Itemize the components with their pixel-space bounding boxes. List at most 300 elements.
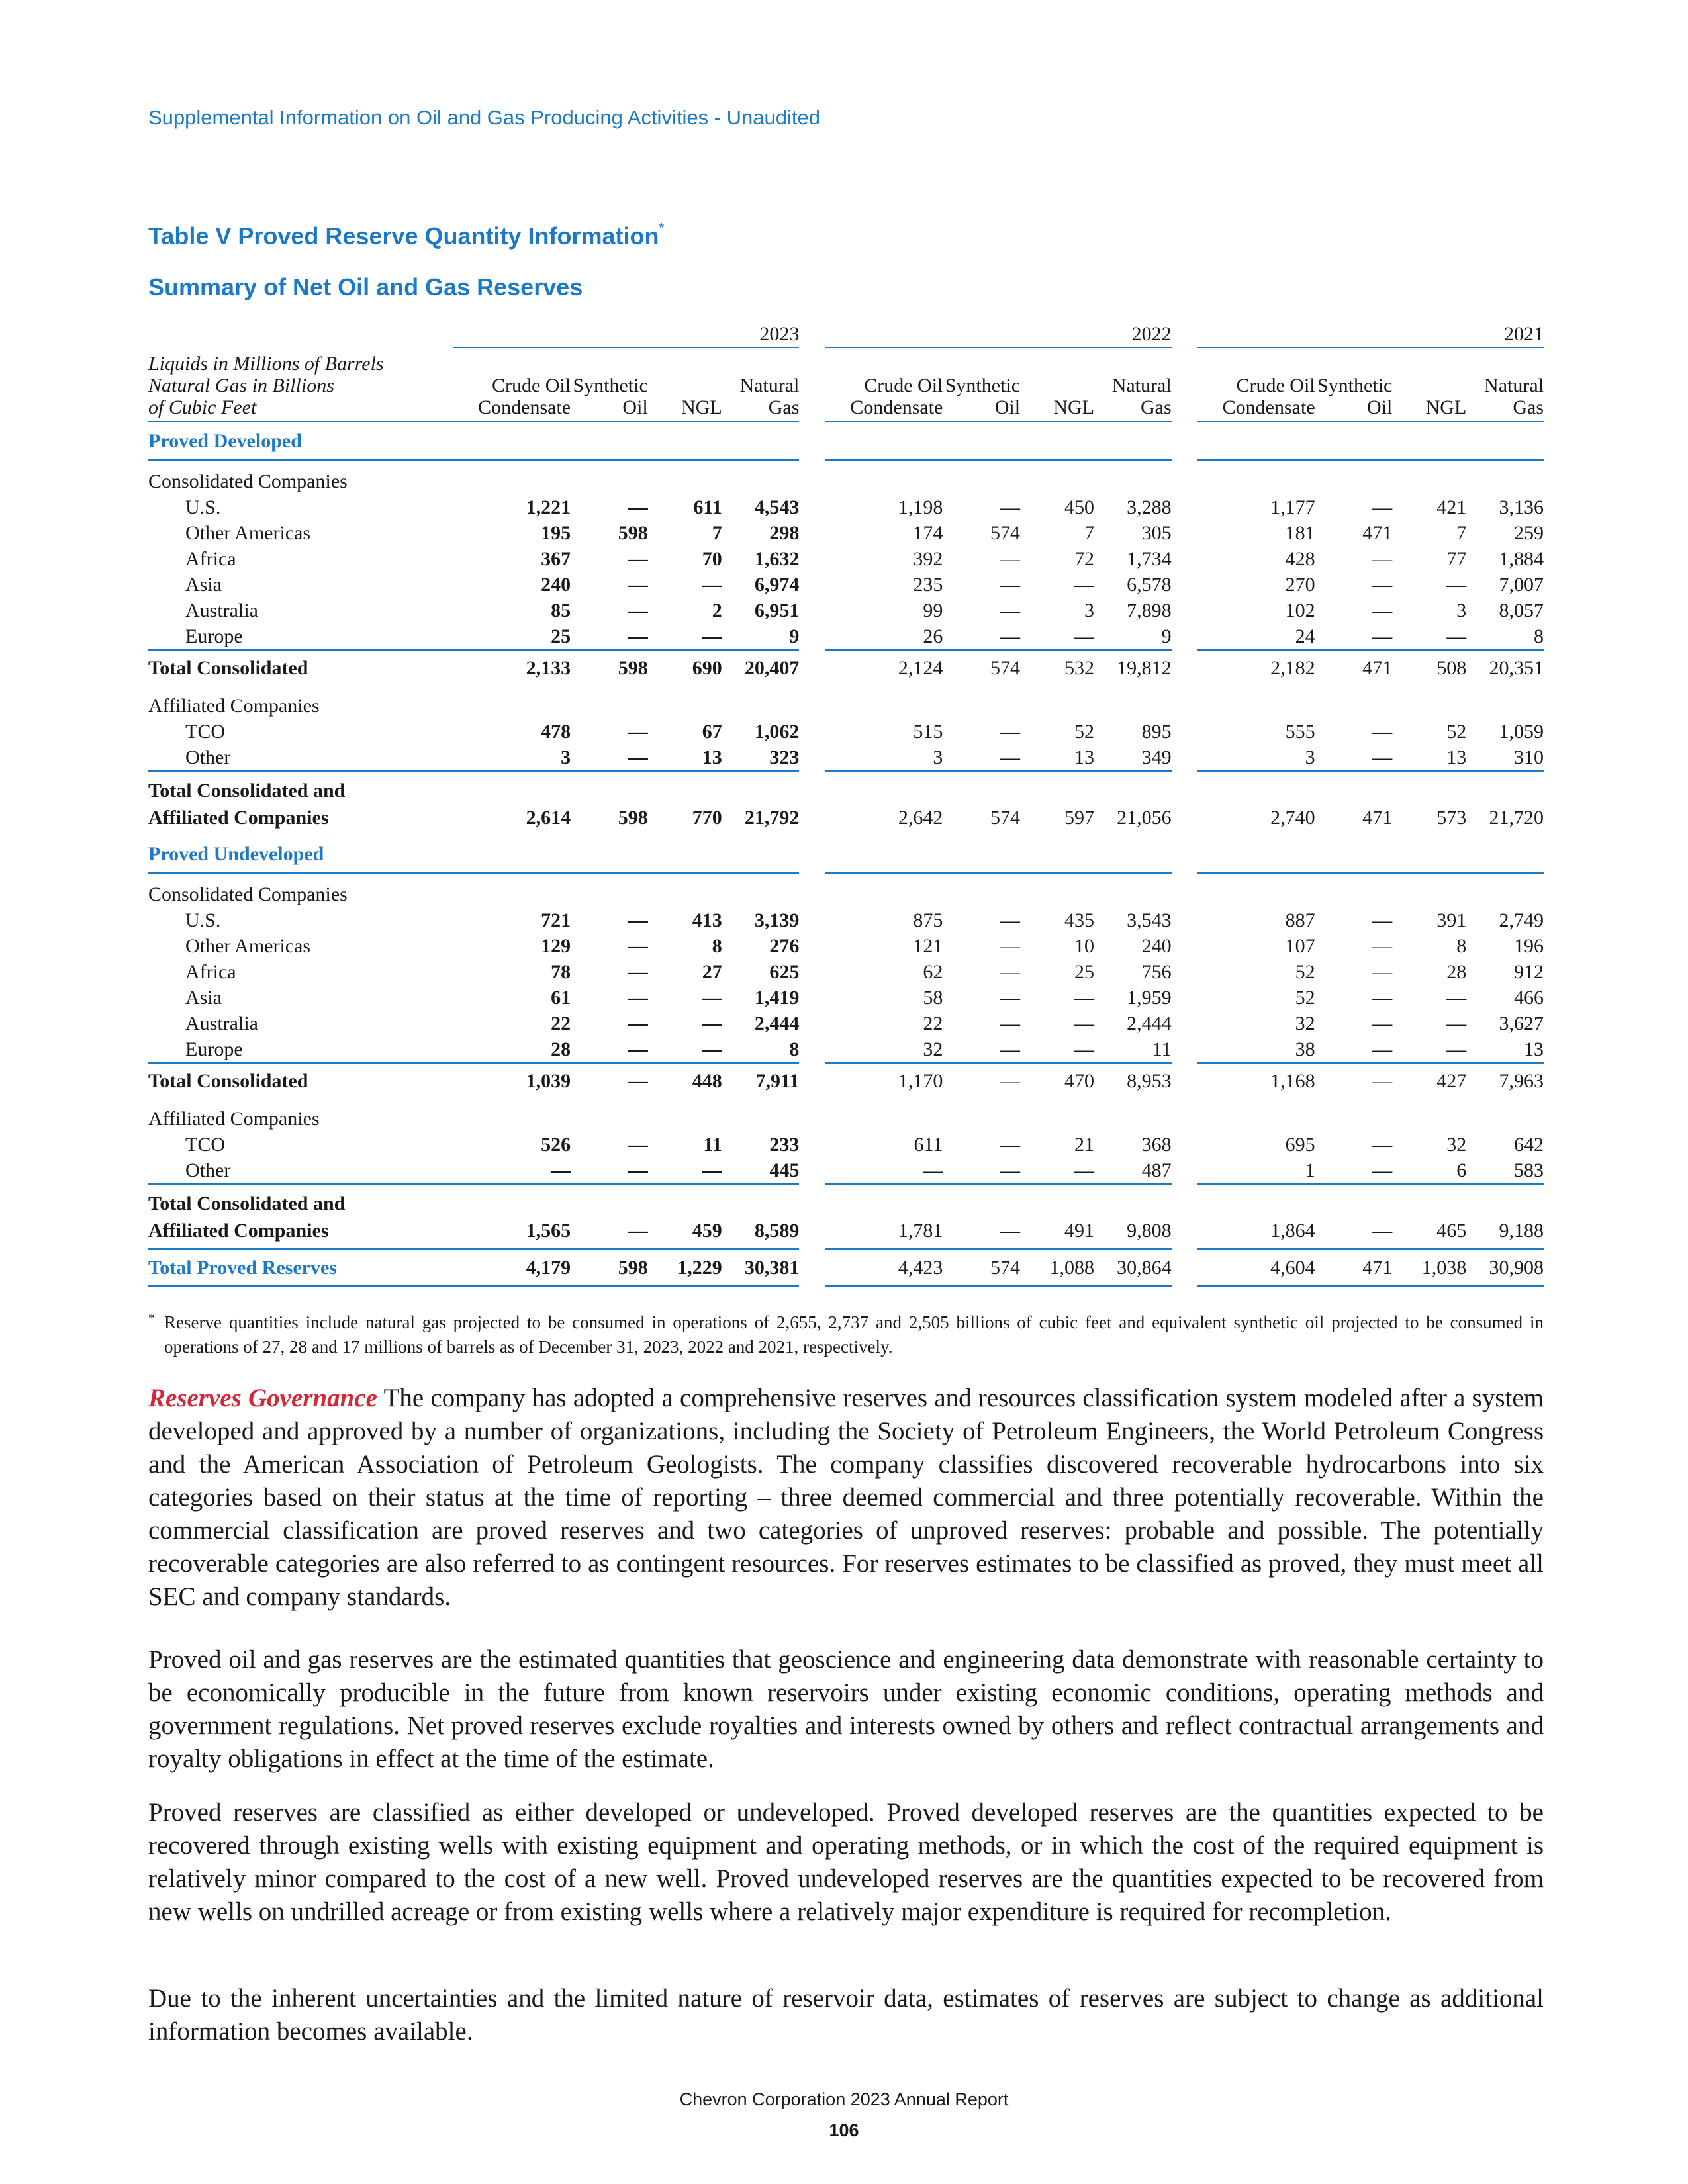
- cell-value: 1,959: [1127, 987, 1172, 1009]
- section-heading-row: [148, 422, 1544, 460]
- cell-value: 32: [1295, 1013, 1315, 1034]
- column-header-line2: Oil: [994, 396, 1021, 418]
- column-gap: [799, 347, 825, 422]
- table-title-text: Table V Proved Reserve Quantity Information: [148, 222, 659, 250]
- group-heading: Consolidated Companies: [148, 884, 348, 905]
- column-header: [1315, 347, 1393, 422]
- cell-value: 305: [1141, 522, 1172, 544]
- cell-value: 195: [541, 522, 571, 544]
- column-gap: [799, 907, 825, 933]
- cell-value: 52: [1295, 961, 1315, 983]
- cell-value: —: [1372, 496, 1393, 518]
- cell-value: 3: [561, 747, 571, 768]
- column-gap: [799, 598, 825, 623]
- table-row: [148, 745, 1544, 771]
- cell-value: 6: [1456, 1160, 1467, 1181]
- cell-value: —: [1000, 1134, 1021, 1156]
- cell-value: 1,038: [1392, 1249, 1466, 1286]
- cell-value: 9: [789, 625, 800, 647]
- cell-value: 435: [1064, 909, 1095, 931]
- cell-value: 508: [1392, 650, 1466, 685]
- cell-value: 448: [648, 1063, 722, 1098]
- cell-value: —: [1446, 1013, 1467, 1034]
- cell-value: 259: [1514, 522, 1544, 544]
- column-gap: [799, 316, 825, 347]
- cell-value: —: [702, 987, 722, 1009]
- table-subtitle: Summary of Net Oil and Gas Reserves: [148, 273, 583, 300]
- cell-value: 8,057: [1499, 600, 1544, 621]
- column-header-line1: Natural: [739, 375, 800, 396]
- cell-value: —: [1074, 1160, 1095, 1181]
- cell-value: 9,808: [1094, 1184, 1172, 1249]
- cell-value: 2,740: [1197, 771, 1315, 835]
- cell-value: 20,351: [1466, 650, 1544, 685]
- cell-value: 6,974: [754, 574, 800, 596]
- cell-value: 690: [648, 650, 722, 685]
- column-gap: [1172, 835, 1198, 873]
- cell-value: 3: [1084, 600, 1095, 621]
- cell-value: 77: [1446, 548, 1467, 570]
- column-gap: [1172, 520, 1198, 546]
- cell-value: —: [1074, 987, 1095, 1009]
- cell-value: 1,088: [1020, 1249, 1094, 1286]
- column-header-line2: NGL: [681, 396, 722, 418]
- cell-value: 3,543: [1127, 909, 1172, 931]
- cell-value: 174: [913, 522, 943, 544]
- cell-value: 1: [1305, 1160, 1315, 1181]
- cell-value: 515: [913, 721, 943, 743]
- cell-value: —: [702, 1013, 722, 1034]
- cell-value: 2,182: [1197, 650, 1315, 685]
- table-row: [148, 546, 1544, 572]
- cell-value: 574: [943, 771, 1020, 835]
- grand-total-label-line1: Total Consolidated and: [148, 780, 346, 801]
- cell-value: 107: [1285, 935, 1315, 957]
- column-gap: [799, 520, 825, 546]
- cell-value: —: [702, 1160, 722, 1181]
- cell-value: 2,444: [754, 1013, 800, 1034]
- cell-value: 583: [1514, 1160, 1544, 1181]
- cell-value: —: [1074, 1013, 1095, 1034]
- cell-value: 9: [1161, 625, 1172, 647]
- paragraph-developed-undeveloped: Proved reserves are classified as either developed or undeveloped. Proved developed reserves are the quantities expected to be recovered through existing wells with existing equipment and operating methods, or in which the cost of the required equipment is relatively minor compared to the cost of a new well. Proved undeveloped reserves are the quantities expected to be recovered from new wells on undrilled acreage or from existing wells where a relatively major expenditure is required for recompletion.: [148, 1798, 1544, 1926]
- row-label: Australia: [185, 1013, 258, 1034]
- cell-value: —: [1372, 1134, 1393, 1156]
- year-header: 2023: [453, 316, 800, 347]
- cell-value: 4,179: [453, 1249, 571, 1286]
- cell-value: —: [551, 1160, 571, 1181]
- cell-value: 1,062: [754, 721, 800, 743]
- column-header: [1020, 347, 1094, 422]
- column-gap: [799, 1036, 825, 1063]
- cell-value: 25: [551, 625, 571, 647]
- group-heading: Affiliated Companies: [148, 695, 320, 717]
- cell-value: 471: [1362, 522, 1393, 544]
- group-heading: Consolidated Companies: [148, 471, 348, 492]
- column-gap: [799, 422, 825, 460]
- table-row: [148, 598, 1544, 623]
- cell-value: 349: [1141, 747, 1172, 768]
- title-footnote-marker: *: [659, 221, 665, 236]
- cell-value: 1,039: [453, 1063, 571, 1098]
- cell-value: —: [943, 1184, 1020, 1249]
- table-row: [148, 1011, 1544, 1036]
- column-gap: [1172, 933, 1198, 959]
- cell-value: 471: [1315, 771, 1393, 835]
- cell-value: 1,221: [526, 496, 571, 518]
- column-gap: [1172, 422, 1198, 460]
- cell-value: 276: [769, 935, 800, 957]
- cell-value: 8,589: [722, 1184, 800, 1249]
- cell-value: —: [628, 987, 648, 1009]
- cell-value: 7: [1084, 522, 1095, 544]
- column-header: [453, 347, 571, 422]
- cell-value: 445: [769, 1160, 800, 1181]
- cell-value: 1,864: [1197, 1184, 1315, 1249]
- cell-value: 598: [571, 650, 648, 685]
- cell-value: 428: [1285, 548, 1315, 570]
- cell-value: 695: [1285, 1134, 1315, 1156]
- cell-value: 21: [1074, 1134, 1095, 1156]
- grand-total-label-line2: Affiliated Companies: [148, 807, 329, 829]
- units-label-line: Natural Gas in Billions: [148, 375, 334, 396]
- cell-value: 598: [618, 522, 648, 544]
- cell-value: 27: [702, 961, 722, 983]
- column-header-line2: NGL: [1053, 396, 1095, 418]
- column-gap: [799, 835, 825, 873]
- row-label: Africa: [185, 548, 236, 570]
- cell-value: —: [1372, 961, 1393, 983]
- column-gap: [799, 1158, 825, 1184]
- section-heading: Proved Developed: [148, 422, 453, 460]
- cell-value: 598: [571, 771, 648, 835]
- cell-value: 756: [1141, 961, 1172, 983]
- cell-value: —: [628, 1013, 648, 1034]
- cell-value: —: [1372, 1013, 1393, 1034]
- grand-total-label-line1: Total Consolidated and: [148, 1193, 346, 1214]
- table-row: [148, 719, 1544, 745]
- cell-value: 875: [913, 909, 943, 931]
- cell-value: —: [628, 1160, 648, 1181]
- cell-value: 465: [1392, 1184, 1466, 1249]
- units-label-line: of Cubic Feet: [148, 396, 257, 418]
- column-header-line2: Gas: [768, 396, 800, 418]
- cell-value: 8: [1456, 935, 1467, 957]
- cell-value: —: [1372, 548, 1393, 570]
- cell-value: 21,720: [1466, 771, 1544, 835]
- cell-value: 10: [1074, 935, 1095, 957]
- cell-value: 2: [712, 600, 722, 621]
- label-spacer: [148, 316, 453, 347]
- column-header-line2: Gas: [1141, 396, 1172, 418]
- cell-value: 196: [1514, 935, 1544, 957]
- row-label: Australia: [185, 600, 258, 621]
- cell-value: —: [1000, 1038, 1021, 1060]
- cell-value: 21,792: [722, 771, 800, 835]
- column-header: [1197, 347, 1315, 422]
- cell-value: 61: [551, 987, 571, 1009]
- row-label: TCO: [185, 721, 225, 743]
- paragraph-uncertainties: Due to the inherent uncertainties and the limited nature of reservoir data, estimates of reserves are subject to change as additional information becomes available.: [148, 1984, 1544, 2046]
- cell-value: 1,632: [754, 548, 800, 570]
- cell-value: 58: [923, 987, 943, 1009]
- cell-value: 8: [1534, 625, 1544, 647]
- cell-value: 3: [933, 747, 943, 768]
- total-proved-row: [148, 1249, 1544, 1286]
- column-gap: [1172, 1063, 1198, 1098]
- cell-value: 11: [1152, 1038, 1172, 1060]
- cell-value: 573: [1392, 771, 1466, 835]
- column-gap: [1172, 598, 1198, 623]
- table-row: [148, 959, 1544, 985]
- cell-value: —: [1315, 1184, 1393, 1249]
- cell-value: 427: [1392, 1063, 1466, 1098]
- cell-value: 298: [769, 522, 800, 544]
- cell-value: —: [1372, 600, 1393, 621]
- cell-value: 1,170: [825, 1063, 943, 1098]
- cell-value: 13: [1446, 747, 1467, 768]
- table-row: [148, 907, 1544, 933]
- cell-value: —: [628, 721, 648, 743]
- cell-value: —: [1372, 747, 1393, 768]
- cell-value: 6,951: [754, 600, 800, 621]
- group-heading-row: [148, 873, 1544, 907]
- section-rule: [825, 835, 1172, 873]
- cell-value: 8,953: [1094, 1063, 1172, 1098]
- cell-value: 270: [1285, 574, 1315, 596]
- cell-value: —: [1000, 909, 1021, 931]
- cell-value: —: [1074, 1038, 1095, 1060]
- table-title: [148, 222, 664, 250]
- cell-value: 3,136: [1499, 496, 1544, 518]
- table-row: [148, 572, 1544, 598]
- grand-total-label: [148, 1184, 453, 1249]
- total-label: Total Consolidated: [148, 650, 453, 685]
- cell-value: 391: [1436, 909, 1467, 931]
- cell-value: 38: [1295, 1038, 1315, 1060]
- cell-value: 597: [1020, 771, 1094, 835]
- cell-value: 7,911: [722, 1063, 800, 1098]
- column-gap: [799, 650, 825, 685]
- cell-value: 611: [914, 1134, 943, 1156]
- cell-value: 4,423: [825, 1249, 943, 1286]
- group-heading-row: [148, 460, 1544, 494]
- column-header: [1094, 347, 1172, 422]
- cell-value: 421: [1436, 496, 1467, 518]
- cell-value: —: [1074, 625, 1095, 647]
- cell-value: 770: [648, 771, 722, 835]
- row-label: U.S.: [185, 496, 221, 518]
- group-heading: Affiliated Companies: [148, 1108, 320, 1130]
- cell-value: 2,133: [453, 650, 571, 685]
- cell-value: —: [628, 935, 648, 957]
- cell-value: 8: [712, 935, 722, 957]
- row-label: Europe: [185, 625, 243, 647]
- section-heading-row: [148, 835, 1544, 873]
- cell-value: 1,565: [453, 1184, 571, 1249]
- total-proved-label: Total Proved Reserves: [148, 1249, 453, 1286]
- row-label: Other Americas: [185, 935, 311, 957]
- cell-value: 7: [712, 522, 722, 544]
- cell-value: —: [1446, 987, 1467, 1009]
- total-label: Total Consolidated: [148, 1063, 453, 1098]
- group-heading-row: [148, 1098, 1544, 1132]
- cell-value: —: [628, 574, 648, 596]
- cell-value: 3,627: [1499, 1013, 1544, 1034]
- cell-value: —: [628, 1134, 648, 1156]
- section-rule: [453, 835, 800, 873]
- column-gap: [799, 745, 825, 771]
- cell-value: 574: [943, 650, 1020, 685]
- cell-value: 30,864: [1094, 1249, 1172, 1286]
- cell-value: 912: [1514, 961, 1544, 983]
- cell-value: 52: [1295, 987, 1315, 1009]
- cell-value: 887: [1285, 909, 1315, 931]
- column-header: [1466, 347, 1544, 422]
- column-header-line2: NGL: [1425, 396, 1467, 418]
- cell-value: 28: [551, 1038, 571, 1060]
- column-header: [648, 347, 722, 422]
- paragraph-text: The company has adopted a comprehensive reserves and resources classification system modeled after a system developed and approved by a number of organizations, including the Society of Petroleum Engineers, the World Petroleum Congress and the American Association of Petroleum Geologists. The company classifies discovered recoverable hydrocarbons into six categories based on their status at the time of reporting – three deemed commercial and three potentially recoverable. Within the commercial classification are proved reserves and two categories of unproved reserves: probable and possible. The potentially recoverable categories are also referred to as contingent resources. For reserves estimates to be classified as proved, they must meet all SEC and company standards.: [148, 1384, 1544, 1611]
- cell-value: 611: [693, 496, 722, 518]
- cell-value: 471: [1315, 1249, 1393, 1286]
- column-gap: [1172, 1158, 1198, 1184]
- column-header-line2: Gas: [1513, 396, 1544, 418]
- cell-value: —: [571, 1063, 648, 1098]
- cell-value: —: [1372, 721, 1393, 743]
- cell-value: 1,884: [1499, 548, 1544, 570]
- cell-value: 478: [541, 721, 571, 743]
- cell-value: 7,007: [1499, 574, 1544, 596]
- column-gap: [1172, 719, 1198, 745]
- cell-value: 19,812: [1094, 650, 1172, 685]
- cell-value: 721: [541, 909, 571, 931]
- column-gap: [1172, 650, 1198, 685]
- column-header-line1: Crude Oil: [1236, 375, 1315, 396]
- cell-value: —: [1372, 574, 1393, 596]
- column-gap: [799, 1011, 825, 1036]
- column-header-line2: Oil: [1366, 396, 1393, 418]
- footnote-text: Reserve quantities include natural gas projected to be consumed in operations of 2,655, 2,737 and 2,505 billions of cubic feet and equivalent synthetic oil projected to be consumed in operations of 27, 28 and 17 millions of barrels as of December 31, 2023, 2022 and 2021, respectively.: [164, 1312, 1544, 1357]
- paragraph-reserves-governance: [148, 1382, 1544, 1614]
- column-header-line1: Synthetic: [945, 375, 1021, 396]
- cell-value: —: [1000, 747, 1021, 768]
- cell-value: —: [628, 548, 648, 570]
- grand-total-row: [148, 771, 1544, 835]
- column-header-line2: Oil: [622, 396, 648, 418]
- column-header-line2: Condensate: [850, 396, 943, 418]
- cell-value: 121: [913, 935, 943, 957]
- cell-value: 129: [541, 935, 571, 957]
- column-header-line1: Synthetic: [573, 375, 648, 396]
- cell-value: —: [571, 1184, 648, 1249]
- section-rule: [1197, 422, 1544, 460]
- cell-value: 7,898: [1127, 600, 1172, 621]
- cell-value: 24: [1295, 625, 1315, 647]
- units-label-line: Liquids in Millions of Barrels: [148, 353, 384, 375]
- column-gap: [1172, 546, 1198, 572]
- cell-value: —: [923, 1160, 943, 1181]
- cell-value: —: [1372, 987, 1393, 1009]
- column-header-line2: Condensate: [478, 396, 571, 418]
- cell-value: —: [1000, 935, 1021, 957]
- cell-value: —: [1372, 909, 1393, 931]
- column-header: [943, 347, 1020, 422]
- cell-value: 367: [541, 548, 571, 570]
- cell-value: 598: [571, 1249, 648, 1286]
- cell-value: —: [1446, 1038, 1467, 1060]
- cell-value: —: [943, 1063, 1020, 1098]
- cell-value: 181: [1285, 522, 1315, 544]
- column-gap: [1172, 347, 1198, 422]
- cell-value: 368: [1141, 1134, 1172, 1156]
- row-label: Asia: [185, 574, 222, 596]
- section-rule: [453, 422, 800, 460]
- cell-value: —: [702, 1038, 722, 1060]
- column-gap: [1172, 1036, 1198, 1063]
- table-row: [148, 933, 1544, 959]
- cell-value: 8: [789, 1038, 800, 1060]
- row-label: Europe: [185, 1038, 243, 1060]
- cell-value: 13: [1074, 747, 1095, 768]
- section-rule: [1197, 835, 1544, 873]
- cell-value: —: [1372, 1038, 1393, 1060]
- cell-value: 1,229: [648, 1249, 722, 1286]
- cell-value: 4,604: [1197, 1249, 1315, 1286]
- table-row: [148, 1132, 1544, 1158]
- column-gap: [799, 771, 825, 835]
- cell-value: 78: [551, 961, 571, 983]
- column-gap: [1172, 494, 1198, 520]
- cell-value: —: [1000, 987, 1021, 1009]
- column-gap: [1172, 745, 1198, 771]
- cell-value: 450: [1064, 496, 1095, 518]
- column-header: [722, 347, 800, 422]
- column-gap: [799, 494, 825, 520]
- column-gap: [1172, 1249, 1198, 1286]
- cell-value: 67: [702, 721, 722, 743]
- cell-value: 240: [541, 574, 571, 596]
- table-row: [148, 623, 1544, 650]
- cell-value: 3: [1456, 600, 1467, 621]
- cell-value: 7: [1456, 522, 1467, 544]
- cell-value: 13: [1524, 1038, 1544, 1060]
- cell-value: 52: [1446, 721, 1467, 743]
- cell-value: 323: [769, 747, 800, 768]
- cell-value: 26: [923, 625, 943, 647]
- cell-value: 102: [1285, 600, 1315, 621]
- cell-value: —: [1000, 625, 1021, 647]
- column-gap: [1172, 1184, 1198, 1249]
- cell-value: 240: [1141, 935, 1172, 957]
- cell-value: 13: [702, 747, 722, 768]
- cell-value: 70: [702, 548, 722, 570]
- cell-value: —: [1372, 625, 1393, 647]
- cell-value: 11: [703, 1134, 722, 1156]
- section-heading: Proved Undeveloped: [148, 835, 453, 873]
- cell-value: 1,419: [754, 987, 800, 1009]
- cell-value: 3: [1305, 747, 1315, 768]
- cell-value: 574: [943, 1249, 1020, 1286]
- column-header-line2: Condensate: [1222, 396, 1315, 418]
- cell-value: —: [1372, 1160, 1393, 1181]
- cell-value: 392: [913, 548, 943, 570]
- paragraph-proved-reserves-definition: Proved oil and gas reserves are the estimated quantities that geoscience and engineering data demonstrate with reasonable certainty to be economically producible in the future from known reservoirs under existing economic conditions, operating methods and government regulations. Net proved reserves exclude royalties and interests owned by others and reflect contractual arrangements and royalty obligations in effect at the time of the estimate.: [148, 1645, 1544, 1773]
- cell-value: 471: [1315, 650, 1393, 685]
- year-header: 2021: [1197, 316, 1544, 347]
- table-row: [148, 494, 1544, 520]
- column-header: [1392, 347, 1466, 422]
